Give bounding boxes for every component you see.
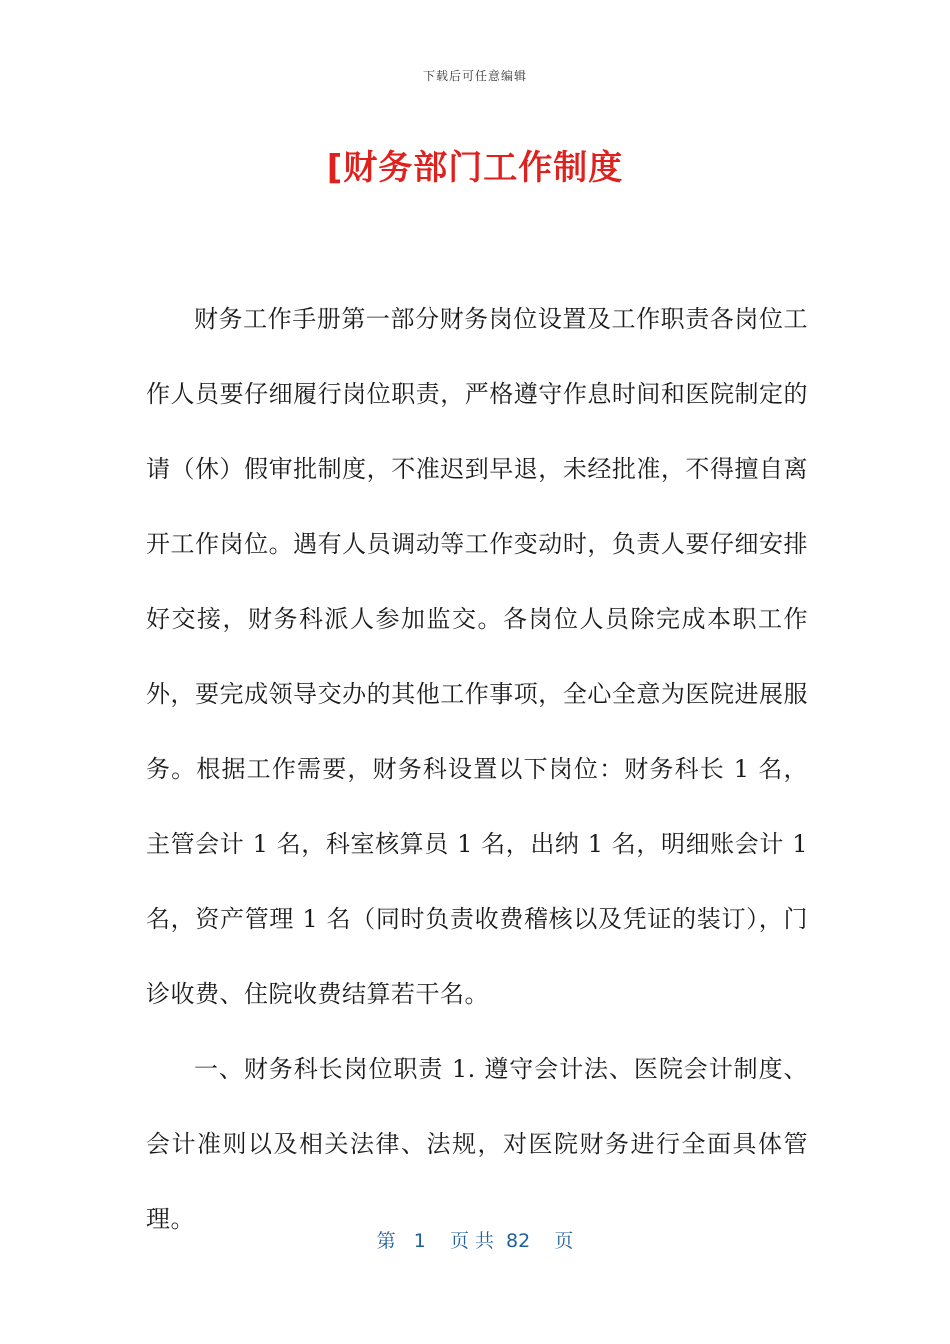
document-title: [财务部门工作制度 <box>326 148 624 188</box>
paragraph: 一、财务科长岗位职责 1. 遵守会计法、医院会计制度、会计准则以及相关法律、法规，对医院财务进行全面具体管理。 <box>146 1055 808 1233</box>
header-note: 下载后可任意编辑 <box>422 69 527 83</box>
page-number: 第 1 页 共 82 页 <box>376 1230 574 1252</box>
paragraph: 财务工作手册第一部分财务岗位设置及工作职责各岗位工作人员要仔细履行岗位职责，严格遵守作息时间和医院制定的请（休）假审批制度，不准迟到早退，未经批准，不得擅自离开工作岗位。遇有人员调动等工作变动时，负责人要仔细安排好交接，财务科派人参加监交。各岗位人员除完成本职工作外，要完成领导交办的其他工作事项，全心全意为医院进展服务。根据工作需要，财务科设置以下岗位：财务科长 1 名，主管会计 1 名，科室核算员 1 名，出纳 1 名，明细账会计 1 名，资产管理 1 名（同时负责收费稽核以及凭证的装订），门诊收费、住院收费结算若干名。 <box>146 305 808 1008</box>
document-body <box>146 282 808 1257</box>
